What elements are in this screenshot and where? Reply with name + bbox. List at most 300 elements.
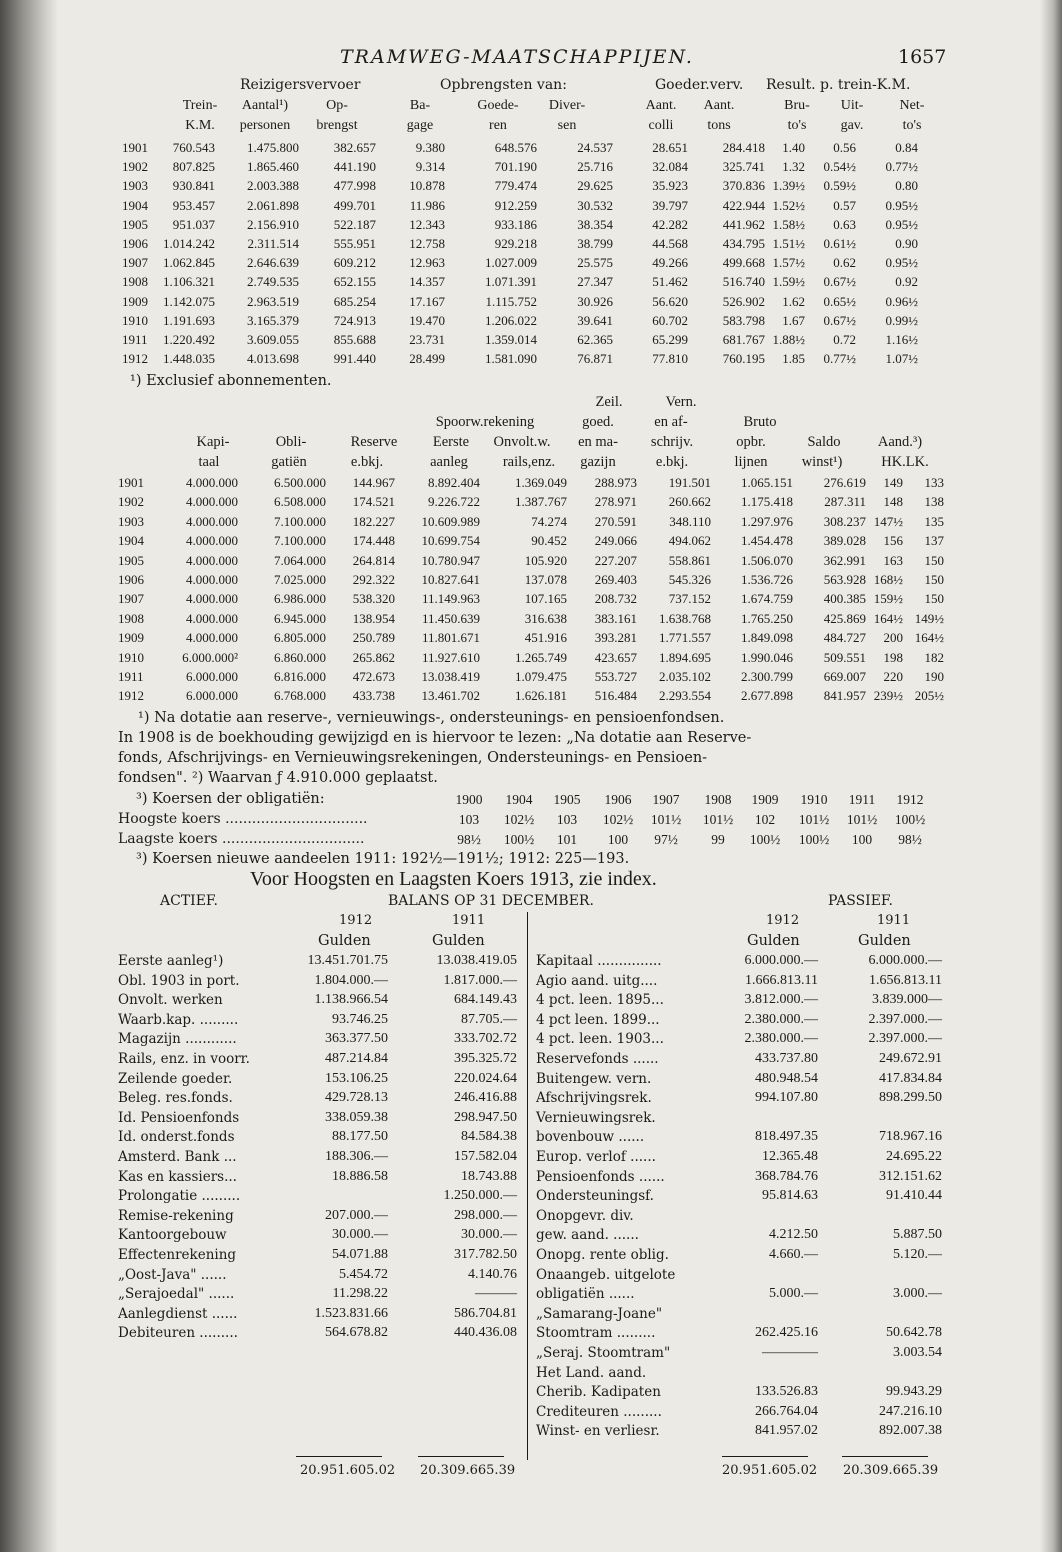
passief-label: 4 pct leen. 1899... [536, 1011, 660, 1028]
table2-cell: 74.274 [531, 513, 567, 529]
course-high-row [0, 812, 1062, 832]
actief-value-1911: 298.947.50 [454, 1109, 517, 1125]
actief-label: Id. Pensioenfonds [118, 1109, 240, 1126]
table1-cell: 0.67½ [823, 274, 856, 290]
passief-label: bovenbouw ...... [536, 1129, 645, 1146]
table2-row [0, 630, 1062, 650]
table1-cell: 422.944 [722, 197, 765, 213]
table1-cell: 0.63 [833, 216, 856, 232]
table2-column-header: Kapi- [196, 434, 230, 450]
table2-cell: 545.326 [668, 572, 711, 587]
table1-cell: 1.448.035 [163, 351, 215, 367]
table1-footnote: ¹) Exclusief abonnementen. [130, 373, 332, 389]
table2-cell: 220 [883, 669, 903, 684]
table2-cell: 1.387.767 [515, 494, 567, 510]
total-rule [418, 1456, 504, 1457]
passief-row [0, 973, 1062, 993]
table2-cell: 6.000.000² [182, 649, 238, 665]
table2-cell: 425.869 [823, 610, 866, 626]
table1-cell: 1.115.752 [485, 293, 537, 309]
actief-label: Rails, enz. in voorr. [118, 1051, 250, 1067]
table1-cell: 0.72 [833, 332, 856, 347]
actief-label: Obl. 1903 in port. [118, 972, 240, 989]
passief-unit-b: Gulden [858, 933, 911, 949]
table1-column-header: Aantal¹) [241, 98, 289, 113]
table1-column-header: sen [557, 118, 577, 133]
passief-label: Buitengew. vern. [536, 1070, 652, 1087]
passief-value-1912: 4.212.50 [769, 1227, 818, 1243]
table2-cell: 276.619 [823, 475, 866, 490]
actief-value-1912: 88.177.50 [332, 1129, 388, 1145]
table1-cell: 0.95½ [885, 197, 918, 213]
table2-cell: 105.920 [524, 552, 567, 568]
passief-value-1912: 1.666.813.11 [745, 972, 818, 988]
table2-column-header: Eerste [432, 434, 470, 450]
actief-unit-a: Gulden [318, 933, 371, 949]
table1-cell: 0.95½ [885, 255, 918, 271]
table1-column-header: Uit- [840, 98, 864, 113]
table2-cell: 2.677.898 [741, 688, 793, 704]
actief-value-1911: 395.325.72 [454, 1051, 517, 1066]
table1-cell: 991.440 [333, 351, 376, 367]
table1-cell: 60.702 [652, 312, 688, 328]
table1-cell: 912.259 [494, 197, 537, 213]
passief-value-1911: 5.887.50 [893, 1227, 942, 1243]
passief-total-1912: 20.951.605.02 [722, 1463, 818, 1478]
actief-value-1912: 13.451.701.75 [307, 953, 388, 968]
passief-label: 4 pct. leen. 1895... [536, 992, 664, 1009]
table1-cell: 3.609.055 [247, 332, 299, 347]
actief-total-1912: 20.951.605.02 [300, 1463, 396, 1478]
passief-label: Pensioenfonds ...... [536, 1168, 665, 1185]
actief-value-1911: ——— [475, 1286, 517, 1302]
passief-label: Onaangeb. uitgelote [536, 1266, 676, 1283]
high-label: Hoogste koers ................................ [118, 811, 368, 827]
table1-cell: 9.314 [415, 159, 445, 175]
table1-cell: 27.347 [577, 274, 613, 290]
table2-cell: 198 [883, 649, 903, 665]
table1-cell: 1.32 [782, 159, 805, 175]
table1-cell: 499.668 [722, 255, 765, 271]
table1-cell: 12.343 [409, 216, 445, 232]
table2-header-row [0, 394, 1062, 414]
table2-cell: 260.662 [668, 494, 711, 510]
table1-column-header: Aant. [645, 98, 677, 113]
passief-label: Ondersteuningsf. [536, 1188, 654, 1205]
table1-row [0, 274, 1062, 294]
passief-row [0, 1051, 1062, 1071]
table2-cell: 1.369.049 [515, 475, 567, 490]
table2-cell: 6.805.000 [274, 630, 326, 646]
table1-year-cell: 1906 [122, 236, 148, 251]
note-geplaatst: fondsen". ²) Waarvan ƒ 4.910.000 geplaatst. [118, 770, 438, 786]
passief-value-1912: 2.380.000.— [744, 1011, 818, 1027]
table1-row [0, 159, 1062, 179]
table2-cell: 538.320 [352, 591, 395, 607]
table1-cell: 1.67 [782, 312, 805, 328]
table2-column-header: opbr. [736, 434, 766, 450]
course-cell: 101½ [650, 812, 682, 827]
table1-cell: 39.797 [652, 197, 688, 213]
table1-cell: 1.58½ [772, 216, 805, 232]
table2-cell: 137.078 [524, 572, 567, 587]
table2-cell: 4.000.000 [186, 494, 238, 510]
table2-column-header: Onvolt.w. [493, 434, 551, 450]
table2-header-row [0, 414, 1062, 434]
table2-cell: 472.673 [352, 669, 395, 684]
table2-year-cell: 1902 [118, 494, 144, 510]
table1-year-cell: 1901 [122, 140, 148, 155]
actief-label: Zeilende goeder. [118, 1070, 233, 1087]
passief-row [0, 1365, 1062, 1385]
table2-cell: 737.152 [668, 591, 711, 607]
index-reference: Voor Hoogsten en Laagsten Koers 1913, zie index. [250, 868, 657, 890]
table2-cell: 1.626.181 [515, 688, 567, 704]
table2-cell: 7.064.000 [274, 552, 326, 568]
actief-value-1912: 1.138.966.54 [314, 992, 388, 1008]
table2-cell: 182.227 [352, 513, 395, 529]
table2-column-header: Zeil. [595, 394, 623, 410]
table1-column-header: ren [489, 118, 507, 133]
passief-value-1911: 3.003.54 [893, 1345, 942, 1360]
passief-label: Onopgevr. div. [536, 1207, 634, 1224]
header-goederverv: Goeder.verv. [655, 77, 744, 93]
table1-year-cell: 1911 [122, 332, 148, 347]
table2-year-cell: 1904 [118, 533, 144, 549]
actief-value-1911: 13.038.419.05 [436, 953, 517, 968]
table1-cell: 516.740 [722, 274, 765, 290]
table1-cell: 4.013.698 [247, 351, 299, 367]
table2-cell: 11.450.639 [421, 610, 480, 626]
table2-cell: 383.161 [594, 610, 637, 626]
table1-cell: 441.190 [333, 159, 376, 175]
table1-cell: 1.85 [782, 351, 805, 367]
passief-value-1912: 480.948.54 [755, 1070, 818, 1086]
table1-cell: 526.902 [722, 293, 765, 309]
course-cell: 1909 [751, 792, 779, 807]
table1-cell: 44.568 [652, 236, 688, 251]
actief-label: Beleg. res.fonds. [118, 1090, 233, 1107]
actief-value-1912: 1.804.000.— [314, 972, 388, 988]
passief-row [0, 992, 1062, 1012]
table2-column-header: Saldo [807, 434, 841, 450]
table1-column-header: personen [239, 118, 291, 133]
table1-cell: 1.206.022 [485, 312, 537, 328]
course-cell: 100 [607, 832, 629, 847]
actief-label: Prolongatie ......... [118, 1188, 241, 1205]
table1-cell: 28.499 [409, 351, 445, 367]
table1-cell: 1.40 [782, 140, 805, 155]
table1-cell: 0.62 [833, 255, 856, 271]
course-cell: 100½ [894, 812, 926, 827]
passief-row [0, 1149, 1062, 1169]
table1-cell: 0.95½ [885, 216, 918, 232]
course-cell: 102 [754, 812, 776, 827]
table2-cell: 2.035.102 [659, 669, 711, 684]
table1-cell: 1.191.693 [163, 312, 215, 328]
table2-cell: 433.738 [352, 688, 395, 704]
table2-cell: 1.536.726 [741, 572, 793, 587]
table2-cell: 138 [924, 494, 944, 510]
table1-row [0, 294, 1062, 314]
table1-year-cell: 1902 [122, 159, 148, 175]
table1-cell: 1.865.460 [247, 159, 299, 175]
table2-cell: 1.079.475 [515, 669, 567, 684]
passief-label: PASSIEF. [828, 893, 893, 909]
actief-year-b: 1911 [452, 913, 486, 928]
actief-value-1911: 1.250.000.— [443, 1188, 517, 1204]
table1-cell: 11.986 [409, 197, 445, 213]
passief-value-1912: 3.812.000.— [744, 992, 818, 1008]
table2-cell: 205½ [914, 688, 944, 704]
table2-column-header: taal [198, 454, 220, 470]
table1-cell: 65.299 [652, 332, 688, 347]
table2-column-header: Reserve [350, 434, 398, 450]
passief-label: „Samarang-Joane" [536, 1305, 663, 1322]
table1-cell: 685.254 [333, 293, 376, 309]
table1-cell: 2.003.388 [247, 178, 299, 194]
table1-column-header: colli [648, 118, 674, 133]
course-cell: 1904 [505, 792, 533, 807]
header-result: Result. p. trein-K.M. [766, 77, 911, 93]
actief-value-1912: 18.886.58 [332, 1168, 388, 1184]
table1-cell: 29.625 [577, 178, 613, 194]
actief-value-1912: 30.000.— [332, 1227, 388, 1243]
actief-label: Amsterd. Bank ... [118, 1149, 237, 1165]
table1-cell: 1.52½ [772, 197, 805, 213]
passief-value-1911: 3.000.— [893, 1286, 942, 1302]
passief-row [0, 1208, 1062, 1228]
actief-value-1912: 207.000.— [325, 1207, 388, 1223]
page-number: 1657 [898, 46, 947, 68]
table2-cell: 287.311 [824, 494, 866, 510]
table1-cell: 1.027.009 [485, 255, 537, 271]
table1-column-header: Ba- [409, 98, 431, 113]
table1-cell: 1.51½ [772, 236, 805, 251]
passief-row [0, 1384, 1062, 1404]
table2-column-header: Vern. [665, 394, 697, 410]
table1-column-header: gav. [840, 118, 864, 133]
table2-column-header: HK.LK. [881, 454, 929, 470]
table1-cell: 933.186 [494, 216, 537, 232]
table2-cell: 10.827.641 [421, 572, 480, 587]
table1-cell: 10.878 [409, 178, 445, 194]
table1-header-row2 [0, 118, 1062, 138]
table1-column-header: Aant. [703, 98, 735, 113]
passief-value-1911: 892.007.38 [879, 1423, 942, 1439]
table2-cell: 288.973 [594, 475, 637, 490]
table2-cell: 250.789 [352, 630, 395, 646]
table2-cell: 11.927.610 [421, 649, 480, 665]
table2-column-header: e.bkj. [655, 454, 689, 470]
table1-cell: 382.657 [333, 140, 376, 155]
table1-cell: 681.767 [722, 332, 765, 347]
table2-year-cell: 1905 [118, 552, 144, 568]
table2-cell: 1.297.976 [741, 513, 793, 529]
actief-label: Kantoorgebouw [118, 1227, 227, 1244]
table1-cell: 25.716 [577, 159, 613, 175]
course-cell: 103 [458, 812, 480, 827]
table2-cell: 149½ [914, 610, 944, 626]
actief-value-1911: 246.416.88 [454, 1090, 517, 1106]
passief-value-1911: 99.943.29 [886, 1384, 942, 1400]
table1-header-row1 [0, 98, 1062, 118]
table2-cell: 11.801.671 [421, 630, 480, 646]
table2-cell: 4.000.000 [186, 610, 238, 626]
actief-value-1912: 1.523.831.66 [314, 1305, 388, 1321]
actief-label: ACTIEF. [160, 893, 218, 909]
actief-value-1912: 5.454.72 [339, 1266, 388, 1282]
passief-row [0, 1286, 1062, 1306]
table1-cell: 0.99½ [885, 312, 918, 328]
passief-value-1912: 262.425.16 [755, 1325, 818, 1341]
table2-cell: 7.100.000 [274, 533, 326, 549]
table2-cell: 1.765.250 [741, 610, 793, 626]
table2-cell: 156 [883, 533, 903, 549]
table2-cell: 393.281 [594, 630, 637, 646]
course-cell: 100½ [798, 832, 830, 847]
table2-cell: 1.638.768 [659, 610, 711, 626]
table2-cell: 138.954 [352, 610, 395, 626]
passief-label: obligatiën ...... [536, 1286, 635, 1303]
table1-cell: 39.641 [577, 312, 613, 328]
table2-column-header: Spoorw.rekening [435, 414, 535, 430]
passief-label: Winst- en verliesr. [536, 1423, 660, 1440]
table1-cell: 49.266 [652, 255, 688, 271]
table2-cell: 669.007 [823, 669, 866, 684]
actief-value-1911: 157.582.04 [454, 1149, 517, 1164]
course-cell: 1912 [896, 792, 924, 807]
table1-cell: 1.014.242 [163, 236, 215, 251]
course-low-row [0, 832, 1062, 852]
table1-column-header: gage [406, 118, 434, 133]
table2-cell: 4.000.000 [186, 572, 238, 587]
table1-cell: 930.841 [172, 178, 215, 194]
actief-value-1911: 586.704.81 [454, 1305, 517, 1321]
table2-cell: 516.484 [594, 688, 637, 704]
table2-year-cell: 1901 [118, 475, 144, 490]
table1-column-header: Diver- [548, 98, 586, 113]
table1-cell: 0.96½ [885, 293, 918, 309]
passief-row [0, 1012, 1062, 1032]
table2-column-header: gatiën [271, 454, 307, 470]
table2-cell: 150 [924, 572, 944, 587]
passief-value-1912: 4.660.— [769, 1247, 818, 1262]
table2-row [0, 533, 1062, 553]
actief-label: Eerste aanleg¹) [118, 953, 224, 969]
table2-cell: 563.928 [823, 572, 866, 587]
table2-cell: 164½ [873, 610, 903, 626]
passief-label: Afschrijvingsrek. [536, 1090, 652, 1107]
table2-row [0, 611, 1062, 631]
table1-year-cell: 1904 [122, 197, 148, 213]
table1-column-header: brengst [316, 118, 358, 133]
table2-cell: 249.066 [594, 533, 637, 549]
table2-cell: 400.385 [823, 591, 866, 607]
table1-cell: 953.457 [172, 197, 215, 213]
passief-row [0, 1325, 1062, 1345]
table1-cell: 2.311.514 [247, 236, 299, 251]
table2-year-cell: 1910 [118, 649, 144, 665]
passief-row [0, 1267, 1062, 1287]
table2-cell: 137 [924, 533, 944, 549]
table1-cell: 30.532 [577, 197, 613, 213]
table2-cell: 484.727 [823, 630, 866, 646]
table1-cell: 25.575 [577, 255, 613, 271]
table1-cell: 477.998 [333, 178, 376, 194]
table2-cell: 362.991 [823, 552, 866, 568]
table2-cell: 200 [883, 630, 903, 646]
table2-column-header: e.bkj. [350, 454, 384, 470]
table2-cell: 2.300.799 [741, 669, 793, 684]
actief-value-1911: 87.705.— [461, 1011, 517, 1027]
actief-label: Aanlegdienst ...... [118, 1305, 238, 1322]
actief-label: „Serajoedal" ...... [118, 1286, 235, 1303]
table1-cell: 0.57 [833, 197, 856, 213]
passief-label: Stoomtram ......... [536, 1325, 656, 1342]
table2-cell: 6.816.000 [274, 669, 326, 684]
table1-cell: 1.88½ [772, 332, 805, 347]
actief-value-1911: 333.702.72 [454, 1031, 517, 1047]
table2-cell: 13.461.702 [421, 688, 480, 704]
passief-value-1911: 417.834.84 [879, 1070, 942, 1086]
table1-cell: 42.282 [652, 216, 688, 232]
table1-cell: 951.037 [172, 216, 215, 232]
actief-value-1911: 4.140.76 [468, 1266, 517, 1282]
table2-cell: 7.025.000 [274, 572, 326, 587]
balance-title: BALANS OP 31 DECEMBER. [388, 893, 594, 909]
passief-row [0, 1110, 1062, 1130]
course-cell: 98½ [457, 832, 481, 847]
table2-cell: 6.986.000 [274, 591, 326, 607]
course-cell: 1900 [455, 792, 483, 807]
table1-cell: 12.758 [409, 236, 445, 251]
table2-header-row [0, 434, 1062, 454]
table2-cell: 348.110 [669, 513, 711, 529]
actief-value-1911: 84.584.38 [461, 1129, 517, 1145]
passief-value-1911: 312.151.62 [879, 1168, 942, 1184]
passief-value-1911: 24.695.22 [886, 1149, 942, 1164]
table1-cell: 30.926 [577, 293, 613, 309]
passief-label: Kapitaal ............... [536, 953, 662, 969]
actief-label: Effectenrekening [118, 1247, 237, 1263]
passief-label: Agio aand. uitg.... [536, 972, 658, 989]
passief-row [0, 1090, 1062, 1110]
actief-label: Id. onderst.fonds [118, 1129, 235, 1146]
passief-label: Cherib. Kadipaten [536, 1384, 661, 1401]
table2-cell: 164½ [914, 630, 944, 646]
table2-cell: 10.699.754 [421, 533, 480, 549]
table1-cell: 855.688 [333, 332, 376, 347]
table1-cell: 32.084 [652, 159, 688, 175]
course-cell: 98½ [898, 832, 922, 847]
course-year-row [0, 792, 1062, 812]
table2-column-header: Bruto [743, 414, 777, 430]
actief-year-a: 1912 [339, 913, 373, 928]
table1-cell: 0.65½ [823, 293, 856, 309]
total-rule [296, 1456, 382, 1457]
table2-column-header: en ma- [578, 434, 618, 450]
table1-cell: 929.218 [494, 236, 537, 251]
passief-row [0, 953, 1062, 973]
course-cell: 101½ [846, 812, 878, 827]
table1-cell: 807.825 [172, 159, 215, 175]
table2-cell: 6.500.000 [274, 475, 326, 490]
table1-year-cell: 1912 [122, 351, 148, 367]
actief-value-1912: 363.377.50 [325, 1031, 388, 1047]
actief-value-1911: 18.743.88 [461, 1168, 517, 1184]
passief-value-1912: 818.497.35 [755, 1129, 818, 1145]
